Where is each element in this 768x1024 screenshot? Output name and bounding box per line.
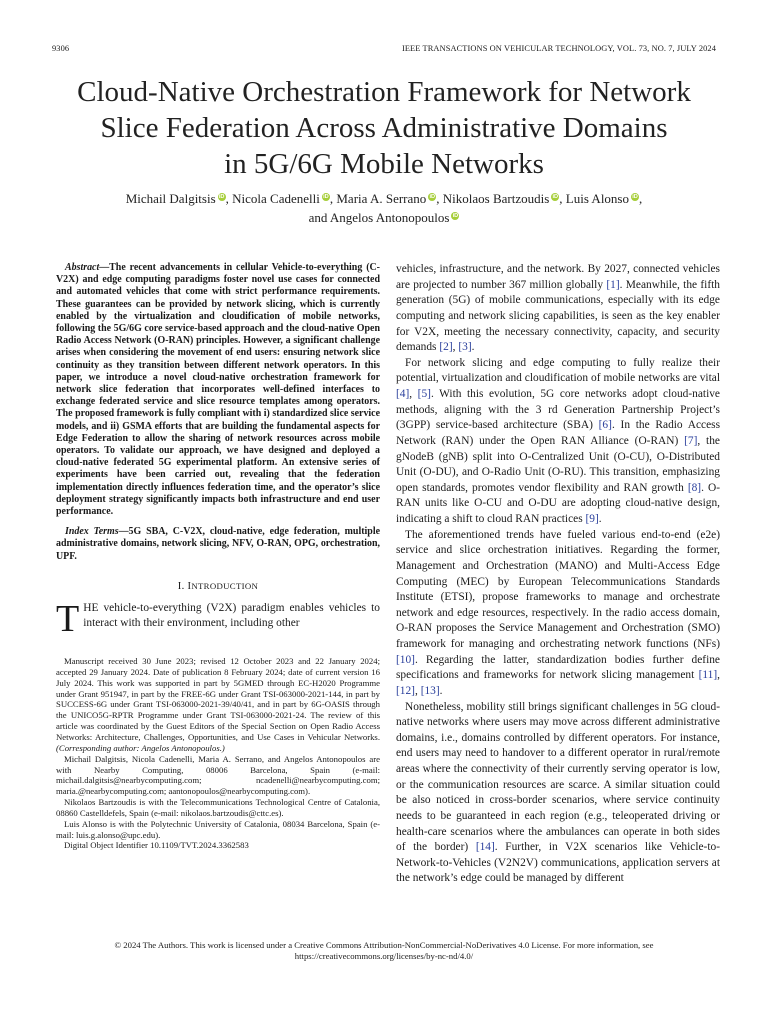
journal-name: IEEE TRANSACTIONS ON VEHICULAR TECHNOLOGY, VOL. 73, NO. 7, JULY 2024 bbox=[401, 44, 716, 53]
citation-link[interactable]: [4] bbox=[396, 388, 410, 400]
text-run: Nonetheless, mobility still brings significant challenges in 5G cloud-native networks where users may move across different administrative domains, i.e., domains controlled by different operators. For instance, end users may need to handover to a different operator in rural/remote areas where the connectivity of their currently serving operator is low, or the communication resources are scarce. A similar situation could be also noticed in cross-border scenarios, where service continuity needs to be guaranteed in each region (e.g., teleoperated driving or health-care scenarios where the ambulances can operate in both sides of the border) bbox=[396, 700, 720, 854]
right-column bbox=[396, 262, 720, 887]
title-line: Slice Federation Across Administrative Domains bbox=[100, 112, 668, 144]
separator: , bbox=[329, 191, 337, 206]
section-title: NTRODUCTION bbox=[191, 580, 259, 591]
text-run: For network slicing and edge computing to fully realize their potential, virtualization and cloudification of mobile networks are vital bbox=[396, 356, 720, 385]
doi: Digital Object Identifier 10.1109/TVT.2024.3362583 bbox=[64, 840, 249, 851]
citation-link[interactable]: [1] bbox=[606, 278, 620, 291]
separator: , bbox=[436, 191, 443, 206]
citation-link[interactable]: [12] bbox=[396, 684, 415, 697]
citation-link[interactable]: [5] bbox=[417, 388, 431, 400]
citation-link[interactable]: [8] bbox=[687, 481, 702, 494]
abstract-label: Abstract bbox=[65, 262, 100, 273]
text-run: The aforementioned trends have fueled various end-to-end (e2e) service and slice orchestration initiatives. Regarding the former, Management and Orchestration (MANO) and Multi-Access Edge Computing (MEC) by European Telecommunications Standards Institute (ETSI), propose frameworks to manage and orchestrate network and edge resources, respectively. In the radio access domain, O-RAN proposes the Service Management and Orchestration (SMO) framework for managing and orchestrating network functions (NFs) bbox=[396, 528, 720, 650]
index-terms-label: Index Terms bbox=[65, 526, 119, 538]
corresponding-author: (Corresponding author: Angelos Antonopoulos.) bbox=[56, 742, 225, 753]
citation-link[interactable]: [13] bbox=[420, 684, 440, 697]
citation-link[interactable]: [2] bbox=[439, 341, 453, 354]
author-name: Angelos Antonopoulos bbox=[329, 209, 450, 225]
text-run: vehicles, infrastructure, and the network. By 2027, connected vehicles are projected to number 367 million globally bbox=[396, 263, 720, 291]
intro-caps: HE bbox=[83, 601, 99, 614]
footnote-affiliation: Luis Alonso is with the Polytechnic University of Catalonia, 08034 Barcelona, Spain (e-mail: luis.g.alonso@upc.edu). bbox=[56, 818, 380, 840]
citation-link[interactable]: [14] bbox=[475, 841, 495, 854]
left-column bbox=[56, 262, 380, 851]
paper-title bbox=[40, 74, 728, 182]
author-list bbox=[40, 190, 728, 227]
text-run: . In the Radio Access Network (RAN) under the Open RAN Alliance (O-RAN) bbox=[396, 419, 721, 447]
footnote-manuscript bbox=[56, 656, 380, 754]
license-footer bbox=[40, 940, 728, 962]
footnote-affiliation: Nikolaos Bartzoudis is with the Telecommunications Technological Centre of Catalonia, 08860 Castelldefels, Spain (e-mail: nikolaos.bartzoudis@cttc.es). bbox=[56, 797, 380, 818]
text-run: , the gNodeB (gNB) split into O-Centralized Unit (O-CU), O-Distributed Unit (O-DU), and O-Radio Unit (O-RU). This transition, emphasizing open standards, promotes vendor flexibility and RAN growth bbox=[396, 434, 720, 494]
license-link[interactable]: https://creativecommons.org/licenses/by-nc-nd/4.0/ bbox=[294, 951, 474, 961]
citation-link[interactable]: [6] bbox=[598, 419, 612, 432]
dash: — bbox=[118, 526, 129, 538]
text-run: . With this evolution, 5G core networks adopt cloud-native methods, aligning with the 3 rd Generation Partnership Project’s (3GPP) service-based architecture (SBA) bbox=[396, 388, 720, 432]
intro-text: vehicle-to-everything (V2X) paradigm enables vehicles to interact with their environment, including other bbox=[83, 601, 380, 630]
text-run: . bbox=[439, 684, 443, 697]
separator: , bbox=[559, 191, 566, 206]
text-run: . Meanwhile, the fifth generation (5G) of mobile communications, especially with its edge computing and network slicing capabilities, is seen as the key enabler for V2X, meeting the necessary connectivity, capacity, and security demands bbox=[396, 278, 720, 354]
text-run: , bbox=[452, 341, 459, 354]
orcid-icon[interactable]: iD bbox=[218, 194, 225, 200]
body-paragraph bbox=[396, 356, 720, 528]
body-paragraph bbox=[396, 528, 720, 700]
citation-link[interactable]: [7] bbox=[684, 434, 698, 447]
separator: , bbox=[225, 191, 233, 206]
orcid-icon[interactable]: iD bbox=[552, 194, 559, 200]
text-run: , bbox=[717, 669, 720, 682]
author-line bbox=[40, 209, 728, 228]
text-run: . bbox=[471, 341, 475, 354]
body-paragraph bbox=[396, 262, 720, 356]
abstract bbox=[56, 262, 380, 518]
author-name: Nikolaos Bartzoudis bbox=[442, 191, 550, 206]
separator: , bbox=[639, 191, 643, 206]
drop-cap: T bbox=[56, 597, 80, 640]
author-name: Michail Dalgitsis bbox=[125, 191, 216, 206]
footnote-affiliation: Michail Dalgitsis, Nicola Cadenelli, Maria A. Serrano, and Angelos Antonopoulos are with Nearby Computing, 08006 Barcelona, Spain (e-mail: michail.dalgitsis@nearbycomputing.com; ncadenelli@nearbycomputing.com; maria.@nearbycomputing.com; aantonopoulos@nearbycomputing.com). bbox=[56, 753, 380, 797]
title-line: in 5G/6G Mobile Networks bbox=[224, 148, 544, 180]
text-run: . O-RAN units like O-CU and O-DU are adopting cloud-native design, indicating a shift to cloud RAN practices bbox=[396, 481, 720, 525]
text-run: , bbox=[414, 684, 421, 697]
title-line: Cloud-Native Orchestration Framework for Network bbox=[77, 76, 691, 108]
orcid-icon[interactable]: iD bbox=[452, 212, 459, 219]
page-number: 9306 bbox=[52, 44, 70, 53]
body-paragraph bbox=[396, 700, 720, 888]
citation-link[interactable]: [10] bbox=[396, 653, 415, 666]
running-header bbox=[52, 44, 716, 56]
author-name: Maria A. Serrano bbox=[336, 191, 427, 206]
citation-link[interactable]: [11] bbox=[698, 669, 718, 682]
author-line bbox=[40, 190, 728, 209]
citation-link[interactable]: [3] bbox=[458, 341, 472, 354]
index-terms-text: 5G SBA, C-V2X, cloud-native, edge federation, multiple administrative domains, network slicing, NFV, O-RAN, OPG, orchestration, UPF. bbox=[56, 526, 380, 562]
text-run: . bbox=[598, 513, 602, 525]
section-numeral: I. I bbox=[177, 580, 192, 592]
index-terms bbox=[56, 526, 380, 563]
author-name: Luis Alonso bbox=[565, 191, 629, 206]
orcid-icon[interactable]: iD bbox=[429, 194, 436, 200]
and-word: and bbox=[308, 209, 330, 225]
orcid-icon[interactable]: iD bbox=[323, 194, 329, 200]
text-run: , bbox=[409, 388, 418, 400]
author-name: Nicola Cadenelli bbox=[232, 191, 320, 206]
footnotes bbox=[56, 656, 380, 851]
abstract-text: The recent advancements in cellular Vehicle-to-everything (C-V2X) and edge computing paradigms foster novel use cases for connected and automated vehicles that come with strict performance requirements. These guarantees can be provided by network slicing, which is currently enabled by the virtualization and cloudification of mobile networks, following the 5G/6G core service-based approach and the cloud-native Open Radio Access Network (O-RAN) principles. However, a significant challenge arises when considering the movement of end users: ensuring network slice continuity as they transition between different network operators. In this paper, we introduce a novel cloud-native orchestration framework for network slice federation that incorporates well-defined interfaces to exchange federated service and slice resource templates among operators. The proposed framework is fully compliant with i) standardized slice service models, and ii) GSMA efforts that are building the fundamental aspects for Edge Federation to allow the sharing of network resources across mobile operators. To validate our approach, we have designed and deployed a cloud-native federated 5G experimental platform. An extensive series of experiments have been carried out, revealing that the federation implementation directly influences federation time, and the operator’s slice deployment strategy significantly impacts both infrastructure and end user performance. bbox=[56, 262, 380, 518]
intro-paragraph bbox=[56, 597, 380, 640]
license-text: © 2024 The Authors. This work is licensed under a Creative Commons Attribution-NonCommercial-NoDerivatives 4.0 License. For more information, see bbox=[114, 940, 654, 950]
text-run: . Regarding the latter, standardization bodies further define specifications and frameworks for network slicing management bbox=[396, 653, 720, 682]
section-heading bbox=[56, 581, 380, 592]
orcid-icon[interactable]: iD bbox=[632, 194, 638, 200]
footnote-text: Manuscript received 30 June 2023; revised 12 October 2023 and 22 January 2024; accepted 29 January 2024. Date of publication 8 February 2024; date of current version 16 July 2024. This work was supported in part by 5GMED through EC-H2020 Programme under Grant 951947, in part by the FREE-6G under Grant TSI-063000-2021-144, in part by SUCCESS-6G under Grant TSI-063000-2021-39/40/41, and in part by 6G-OASIS through the UNICO5G-RPTR Programme under Grant TSI-063000-2021-24. The review of this article was coordinated by the Guest Editors of the Special Section on Open Radio Access Networks: Architecture, Challenges, Opportunities, and Use Cases in Vehicular Networks. bbox=[56, 656, 380, 742]
dash: — bbox=[99, 262, 110, 273]
text-run: . Further, in V2X scenarios like Vehicle-to-Network-to-Vehicles (V2N2V) communications, application servers at the network’s edge could be managed by different bbox=[396, 841, 720, 885]
citation-link[interactable]: [9] bbox=[585, 513, 599, 525]
